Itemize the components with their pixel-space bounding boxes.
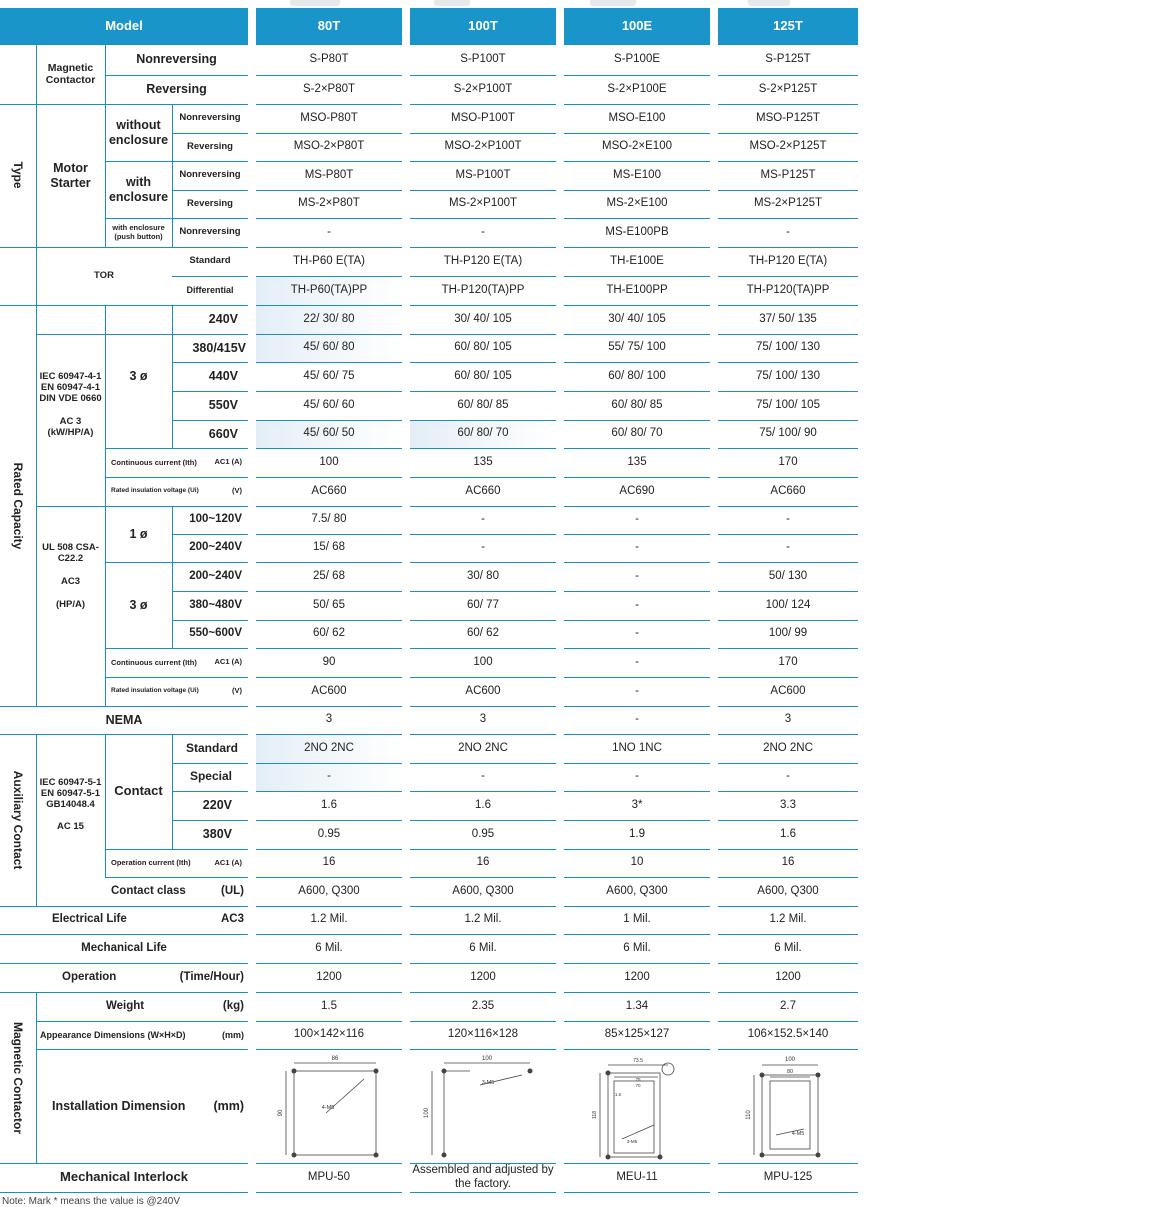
cell-aux-ith-0: 16 (322, 856, 336, 869)
cell-ul3-380-3: 100/ 124 (765, 598, 811, 611)
ul-rated-insulation-label-text: Rated insulation voltage (Ui) (111, 687, 199, 695)
installation-dimension-label-unit: (mm) (213, 1098, 244, 1113)
drawing-1-width: 100 (481, 1056, 493, 1062)
mechanical-life-label: Mechanical Life (81, 941, 167, 954)
cell-elec-life-0: 1.2 Mil. (310, 913, 348, 926)
cell-mech-life-3: 6 Mil. (774, 941, 802, 954)
motor-starter-label: Motor Starter (50, 161, 91, 190)
cell-aux-380-3: 1.6 (780, 827, 796, 840)
cell-aux-ith-3: 16 (781, 856, 795, 869)
cell-tor-diff-2: TH-E100PP (606, 283, 668, 296)
drawing-2-side: 1.6 (614, 1092, 622, 1097)
cell-wo-nonrev-1: MSO-P100T (451, 111, 515, 124)
cell-ul-ith-3: 170 (778, 655, 798, 668)
r380-480-label: 380~480V (189, 598, 242, 611)
r550-600-label: 550~600V (189, 627, 242, 640)
cell-push-nonrev-0: - (327, 225, 331, 238)
cell-aux-class-0: A600, Q300 (298, 884, 360, 897)
iec-rated-insulation-label (105, 477, 248, 506)
cell-iec-380-2: 55/ 75/ 100 (608, 341, 666, 354)
cell-nema-2: - (635, 713, 639, 726)
cell-mc-nonrev-1: S-P100T (460, 52, 506, 65)
product-image-0 (290, 0, 340, 6)
cell-mech-life-0: 6 Mil. (315, 941, 343, 954)
ul-continuous-current-label-unit: AC1 (A) (214, 657, 242, 667)
ul-continuous-current-label-text: Continuous current (Ith) (111, 657, 197, 667)
cell-nema-0: 3 (325, 713, 333, 726)
cell-tor-std-2: TH-E100E (610, 254, 664, 267)
cell-ul-ith-0: 90 (322, 655, 336, 668)
cell-iec-ui-0: AC660 (311, 484, 347, 497)
cell-wo-nonrev-0: MSO-P80T (300, 111, 358, 124)
aux-special-label: Special (189, 769, 232, 784)
cell-iec-240-3: 37/ 50/ 135 (759, 312, 817, 325)
model-header-2: 100E (564, 8, 710, 44)
rated-capacity-section-label-text: Rated Capacity (11, 462, 25, 549)
cell-iec-550-1: 60/ 80/ 85 (457, 398, 509, 411)
cell-aux-class-1: A600, Q300 (452, 884, 514, 897)
cell-iec-440-3: 75/ 100/ 130 (756, 369, 820, 382)
iec-standard-block (36, 305, 105, 506)
cell-wo-rev-3: MSO-2×P125T (749, 140, 827, 153)
cell-ul3-380-2: - (635, 598, 639, 611)
cell-aux-std-2: 1NO 1NC (612, 741, 662, 754)
drawing-2-inner2: 70 (635, 1083, 641, 1088)
cell-iec-ui-1: AC660 (465, 484, 501, 497)
aux-standard-block (36, 734, 105, 877)
r200-240-label-b: 200~240V (189, 569, 242, 582)
cell-iec-380-0: 45/ 60/ 80 (303, 341, 355, 354)
cell-aux-std-3: 2NO 2NC (763, 741, 813, 754)
cell-w-rev-0: MS-2×P80T (298, 197, 360, 210)
cell-aux-special-0: - (327, 770, 331, 783)
cell-ul-ith-1: 100 (473, 655, 493, 668)
tor-label: TOR (94, 269, 114, 281)
cell-weight-1: 2.35 (471, 999, 495, 1012)
cell-ul3-200-0: 25/ 68 (313, 569, 345, 582)
cell-ul1-200-2: - (635, 541, 639, 554)
iec-continuous-current-label-unit: AC1 (A) (214, 457, 242, 467)
cell-iec-660-0: 45/ 60/ 50 (303, 427, 355, 440)
drawing-2-height: 118 (592, 1111, 598, 1119)
cell-iec-660-1: 60/ 80/ 70 (457, 427, 509, 440)
cell-mc-nonrev-2: S-P100E (613, 52, 661, 65)
wo-rev-label: Reversing (187, 140, 233, 152)
cell-tor-diff-0: TH-P60(TA)PP (290, 283, 368, 296)
operation-label (0, 963, 248, 992)
appearance-dims-label (36, 1021, 248, 1049)
cell-appearance-0: 100×142×116 (293, 1028, 365, 1041)
v440-label: 440V (208, 369, 238, 384)
cell-w-nonrev-2: MS-E100 (613, 168, 661, 181)
contact-class-label-text: Contact class (111, 884, 186, 897)
cell-elec-life-2: 1 Mil. (623, 913, 651, 926)
wo-nonrev-label: Nonreversing (179, 112, 241, 124)
contact-class-label (105, 877, 248, 906)
cell-ul3-200-2: - (635, 569, 639, 582)
cell-tor-std-0: TH-P60 E(TA) (293, 254, 365, 267)
cell-aux-std-1: 2NO 2NC (458, 741, 508, 754)
cell-wo-rev-1: MSO-2×P100T (444, 140, 522, 153)
aux-220-label: 220V (202, 798, 232, 813)
cell-elec-life-3: 1.2 Mil. (769, 913, 807, 926)
iec-ac3-units: AC 3 (kW/HP/A) (47, 415, 94, 438)
cell-iec-240-2: 30/ 40/ 105 (608, 312, 666, 325)
drawing-1-height: 100 (424, 1107, 430, 1119)
cell-aux-220-2: 3* (631, 798, 643, 811)
tor-differential-label: Differential (186, 285, 234, 296)
cell-aux-special-2: - (635, 770, 639, 783)
cell-mc-nonrev-3: S-P125T (765, 52, 811, 65)
cell-aux-380-1: 0.95 (471, 827, 495, 840)
cell-iec-240-0: 22/ 30/ 80 (303, 312, 355, 325)
cell-nema-3: 3 (784, 713, 792, 726)
cell-ul1-200-1: - (481, 541, 485, 554)
product-image-1 (434, 0, 470, 6)
cell-nema-1: 3 (479, 713, 487, 726)
cell-iec-380-1: 60/ 80/ 105 (454, 341, 512, 354)
magnetic-contactor-section-label-text: Magnetic Contactor (11, 1021, 25, 1134)
r100-120-label: 100~120V (189, 513, 242, 526)
drawing-2-inner1: 75 (635, 1077, 641, 1082)
iec-continuous-current-label-text: Continuous current (Ith) (111, 457, 197, 467)
contact-label: Contact (114, 783, 163, 799)
cell-mech-life-1: 6 Mil. (469, 941, 497, 954)
drawing-1-holes: 3-M5 (481, 1080, 495, 1086)
cell-iec-550-3: 75/ 100/ 105 (756, 398, 820, 411)
cell-weight-0: 1.5 (321, 999, 337, 1012)
cell-ul3-380-0: 50/ 65 (313, 598, 345, 611)
cell-w-rev-1: MS-2×P100T (448, 197, 518, 210)
cell-iec-440-1: 60/ 80/ 105 (454, 369, 512, 382)
cell-ul-ui-3: AC600 (770, 684, 806, 697)
cell-operation-3: 1200 (775, 970, 801, 983)
cell-wo-nonrev-2: MSO-E100 (608, 111, 666, 124)
cell-mc-nonrev-0: S-P80T (309, 52, 349, 65)
cell-w-nonrev-0: MS-P80T (304, 168, 354, 181)
drawing-3-width: 100 (784, 1057, 796, 1063)
type-section-label-text: Type (11, 160, 25, 189)
cell-iec-240-1: 30/ 40/ 105 (454, 312, 512, 325)
cell-tor-std-1: TH-P120 E(TA) (443, 254, 523, 267)
footnote: Note: Mark * means the value is @240V (2, 1196, 181, 1207)
iec-three-phase-label: 3 ø (129, 369, 148, 384)
cell-aux-std-0: 2NO 2NC (304, 741, 354, 754)
cell-ul-ui-2: - (635, 684, 639, 697)
installation-drawing-1 (410, 1051, 556, 1161)
cell-tor-std-3: TH-P120 E(TA) (748, 254, 828, 267)
without-enclosure-label: without enclosure (108, 118, 169, 147)
drawing-0-height: 90 (278, 1109, 284, 1117)
drawing-3-inner: 80 (786, 1069, 794, 1075)
mc-nonreversing-label: Nonreversing (136, 52, 217, 67)
cell-ul3-200-3: 50/ 130 (768, 569, 808, 582)
weight-label-unit: (kg) (222, 999, 244, 1012)
cell-ul1-100-3: - (786, 513, 790, 526)
cell-mc-rev-3: S-2×P125T (758, 82, 818, 95)
cell-iec-660-3: 75/ 100/ 90 (759, 427, 817, 440)
with-enclosure-push-label: with enclosure (push button) (112, 222, 165, 241)
cell-operation-0: 1200 (316, 970, 342, 983)
drawing-0-width: 86 (331, 1056, 339, 1062)
cell-aux-220-0: 1.6 (321, 798, 337, 811)
operation-label-text: Operation (62, 970, 117, 983)
cell-push-nonrev-3: - (786, 225, 790, 238)
product-image-3 (748, 0, 790, 6)
installation-drawing-0 (256, 1051, 402, 1161)
aux-standard-label: Standard (185, 740, 238, 755)
ul-one-phase-label: 1 ø (129, 526, 148, 541)
cell-ul3-550-3: 100/ 99 (768, 627, 808, 640)
model-header-3: 125T (718, 8, 858, 44)
cell-interlock-3: MPU-125 (763, 1170, 813, 1183)
cell-aux-220-1: 1.6 (475, 798, 491, 811)
cell-ul1-100-0: 7.5/ 80 (311, 513, 347, 526)
cell-iec-ui-2: AC690 (619, 484, 655, 497)
cell-weight-2: 1.34 (625, 999, 649, 1012)
cell-w-nonrev-3: MS-P125T (760, 168, 816, 181)
cell-iec-ith-1: 135 (473, 455, 493, 468)
cell-push-nonrev-2: MS-E100PB (605, 225, 669, 238)
cell-ul3-550-2: - (635, 627, 639, 640)
w-rev-label: Reversing (187, 197, 233, 209)
electrical-life-label-unit: AC3 (220, 913, 244, 926)
cell-mc-rev-2: S-2×P100E (607, 82, 667, 95)
cell-tor-diff-1: TH-P120(TA)PP (441, 283, 525, 296)
cell-ul1-100-2: - (635, 513, 639, 526)
installation-drawing-2 (564, 1051, 710, 1161)
cell-operation-2: 1200 (624, 970, 650, 983)
auxiliary-contact-section-label-text: Auxiliary Contact (11, 770, 25, 870)
cell-interlock-0: MPU-50 (307, 1170, 351, 1183)
magnetic-contactor-label: Magnetic Contactor (45, 61, 96, 86)
cell-w-rev-2: MS-2×E100 (606, 197, 668, 210)
ul-block-line-1: AC3 (60, 576, 80, 587)
tor-standard-label: Standard (189, 255, 231, 267)
cell-aux-ith-1: 16 (476, 856, 490, 869)
cell-interlock-1: Assembled and adjusted by the factory. (412, 1164, 554, 1190)
cell-aux-class-3: A600, Q300 (757, 884, 819, 897)
cell-aux-special-3: - (786, 770, 790, 783)
drawing-2-holes: 3-M5 (626, 1139, 638, 1144)
cell-iec-ith-3: 170 (778, 455, 798, 468)
cell-aux-220-3: 3.3 (780, 798, 796, 811)
cell-w-rev-3: MS-2×P125T (753, 197, 823, 210)
aux-standards: IEC 60947-5-1 EN 60947-5-1 GB14048.4 (39, 776, 102, 810)
ul-block-line-2: (HP/A) (55, 598, 86, 610)
drawing-2-width: 73.5 (633, 1058, 643, 1064)
cell-aux-380-2: 1.9 (629, 827, 645, 840)
with-enclosure-label: with enclosure (108, 175, 169, 204)
cell-iec-ui-3: AC660 (770, 484, 806, 497)
ul-rated-insulation-label (105, 677, 248, 706)
installation-dimension-label-text: Installation Dimension (52, 1098, 186, 1113)
cell-aux-ith-2: 10 (630, 856, 644, 869)
v380-415-label: 380/415V (192, 340, 246, 355)
cell-ul1-100-1: - (481, 513, 485, 526)
cell-iec-660-2: 60/ 80/ 70 (611, 427, 663, 440)
push-nonrev-label: Nonreversing (179, 226, 241, 238)
aux-operation-current-label-unit: AC1 (A) (214, 857, 242, 867)
cell-iec-440-0: 45/ 60/ 75 (303, 369, 355, 382)
mc-reversing-label: Reversing (146, 82, 207, 97)
cell-ul-ui-1: AC600 (465, 684, 501, 697)
appearance-dims-label-text: Appearance Dimensions (W×H×D) (40, 1029, 186, 1040)
cell-ul1-200-3: - (786, 541, 790, 554)
cell-wo-rev-0: MSO-2×P80T (293, 140, 365, 153)
model-header-0: 80T (256, 8, 402, 44)
model-header-1: 100T (410, 8, 556, 44)
iec-continuous-current-label (105, 448, 248, 477)
cell-mech-life-2: 6 Mil. (623, 941, 651, 954)
cell-iec-380-3: 75/ 100/ 130 (756, 341, 820, 354)
aux-operation-current-label (105, 849, 248, 877)
operation-label-unit: (Time/Hour) (179, 970, 244, 983)
model-header: Model (0, 8, 248, 44)
r200-240-label-a: 200~240V (189, 541, 242, 554)
cell-appearance-1: 120×116×128 (447, 1028, 519, 1041)
cell-wo-nonrev-3: MSO-P125T (756, 111, 820, 124)
v550-label: 550V (208, 398, 238, 413)
ul-continuous-current-label (105, 648, 248, 677)
cell-ul3-200-1: 30/ 80 (467, 569, 499, 582)
cell-mc-rev-0: S-2×P80T (302, 82, 356, 95)
cell-aux-380-0: 0.95 (317, 827, 341, 840)
nema-label: NEMA (105, 712, 143, 727)
cell-iec-550-2: 60/ 80/ 85 (611, 398, 663, 411)
electrical-life-label-text: Electrical Life (52, 913, 127, 926)
cell-ul1-200-0: 15/ 68 (313, 541, 345, 554)
aux-ac15: AC 15 (57, 821, 84, 833)
cell-ul-ui-0: AC600 (311, 684, 347, 697)
iec-rated-insulation-label-text: Rated insulation voltage (Ui) (111, 487, 199, 495)
aux-380-label: 380V (202, 827, 232, 842)
cell-iec-ith-2: 135 (627, 455, 647, 468)
cell-mc-rev-1: S-2×P100T (453, 82, 513, 95)
iec-rated-insulation-label-unit: (V) (232, 486, 242, 496)
installation-drawing-3 (718, 1051, 858, 1161)
aux-operation-current-label-text: Operation current (Ith) (111, 858, 191, 868)
contact-class-label-unit: (UL) (221, 884, 244, 897)
drawing-3-holes: 4-M5 (791, 1131, 805, 1137)
ul-rated-insulation-label-unit: (V) (232, 686, 242, 696)
cell-wo-rev-2: MSO-2×E100 (602, 140, 672, 153)
cell-appearance-3: 106×152.5×140 (747, 1028, 829, 1041)
cell-weight-3: 2.7 (780, 999, 796, 1012)
cell-operation-1: 1200 (470, 970, 496, 983)
product-image-2 (590, 0, 636, 6)
weight-label-text: Weight (106, 999, 145, 1012)
v240-label: 240V (208, 312, 238, 327)
w-nonrev-label: Nonreversing (179, 169, 241, 181)
electrical-life-label (0, 906, 248, 934)
ul-three-phase-label: 3 ø (129, 597, 148, 612)
drawing-0-holes: 4-M5 (321, 1105, 335, 1111)
iec-standards: IEC 60947-4-1 EN 60947-4-1 DIN VDE 0660 (39, 371, 102, 405)
ul-standard-block (36, 506, 105, 648)
appearance-dims-label-unit: (mm) (222, 1029, 244, 1040)
ul-block-line-0: UL 508 CSA-C22.2 (42, 542, 99, 565)
cell-iec-550-0: 45/ 60/ 60 (303, 398, 355, 411)
cell-interlock-2: MEU-11 (616, 1170, 658, 1183)
cell-iec-440-2: 60/ 80/ 100 (608, 369, 666, 382)
cell-iec-ith-0: 100 (319, 455, 339, 468)
cell-ul3-550-1: 60/ 62 (467, 627, 499, 640)
cell-elec-life-1: 1.2 Mil. (464, 913, 502, 926)
cell-ul3-380-1: 60/ 77 (467, 598, 499, 611)
cell-push-nonrev-1: - (481, 225, 485, 238)
cell-tor-diff-3: TH-P120(TA)PP (746, 283, 830, 296)
mechanical-interlock-label: Mechanical Interlock (60, 1169, 188, 1185)
cell-w-nonrev-1: MS-P100T (455, 168, 511, 181)
cell-ul3-550-0: 60/ 62 (313, 627, 345, 640)
weight-label (36, 992, 248, 1021)
drawing-3-height: 110 (746, 1110, 752, 1120)
cell-appearance-2: 85×125×127 (604, 1028, 670, 1041)
cell-aux-class-2: A600, Q300 (606, 884, 668, 897)
cell-ul-ith-2: - (635, 655, 639, 668)
v660-label: 660V (208, 426, 238, 441)
cell-aux-special-1: - (481, 770, 485, 783)
installation-dimension-label (36, 1049, 248, 1163)
